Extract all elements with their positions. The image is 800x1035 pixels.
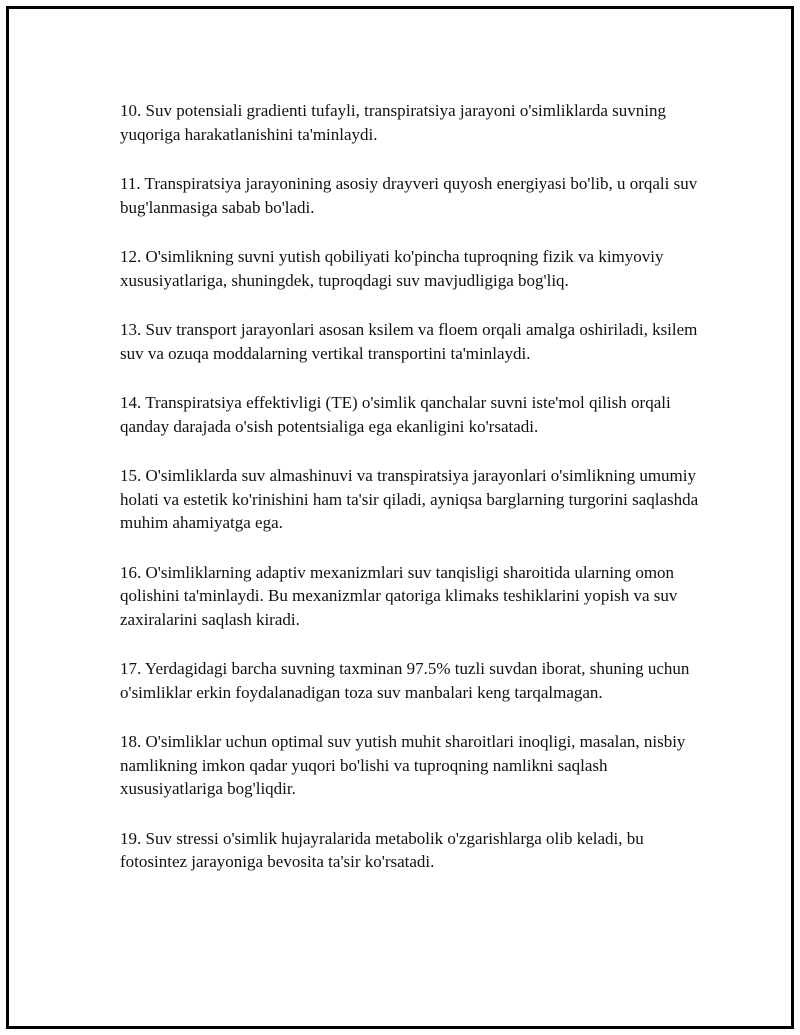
paragraph-19: 19. Suv stressi o'simlik hujayralarida metabolik o'zgarishlarga olib keladi, bu fotosintez jarayoniga bevosita ta'sir ko'rsatadi.	[120, 828, 644, 871]
paragraph-14: 14. Transpiratsiya effektivligi (TE) o'simlik qanchalar suvni iste'mol qilish orqali qanday darajada o'sish potentsialiga ega ekanligini ko'rsatadi.	[120, 393, 671, 436]
paragraph-13: 13. Suv transport jarayonlari asosan ksilem va floem orqali amalga oshiriladi, ksilem suv va ozuqa moddalarning vertikal transportini ta'minlaydi.	[120, 320, 698, 363]
page-frame	[6, 6, 794, 1029]
paragraph-15: 15. O'simliklarda suv almashinuvi va transpiratsiya jarayonlari o'simlikning umumiy holati va estetik ko'rinishini ham ta'sir qiladi, ayniqsa barglarning turgorini saqlashda muhim ahamiyatga ega.	[120, 466, 699, 532]
paragraph-16: 16. O'simliklarning adaptiv mexanizmlari suv tanqisligi sharoitida ularning omon qolishini ta'minlaydi. Bu mexanizmlar qatoriga klimaks teshiklarini yopish va suv zaxiralarini saqlash kiradi.	[120, 562, 678, 629]
document-body	[120, 99, 710, 900]
paragraph-12: 12. O'simlikning suvni yutish qobiliyati ko'pincha tuproqning fizik va kimyoviy xususiyatlariga, shuningdek, tuproqdagi suv mavjudligiga bog'liq.	[120, 247, 664, 290]
paragraph-17: 17. Yerdagidagi barcha suvning taxminan 97.5% tuzli suvdan iborat, shuning uchun o'simliklar erkin foydalanadigan toza suv manbalari keng tarqalmagan.	[120, 659, 690, 702]
paragraph-18: 18. O'simliklar uchun optimal suv yutish muhit sharoitlari inoqligi, masalan, nisbiy namlikning imkon qadar yuqori bo'lishi va tuproqning namlikni saqlash xususiyatlariga bog'liqdir.	[120, 732, 686, 798]
paragraph-10: 10. Suv potensiali gradienti tufayli, transpiratsiya jarayoni o'simliklarda suvning yuqoriga harakatlanishini ta'minlaydi.	[120, 101, 667, 144]
paragraph-11: 11. Transpiratsiya jarayonining asosiy drayveri quyosh energiyasi bo'lib, u orqali suv bug'lanmasiga sabab bo'ladi.	[120, 174, 698, 217]
